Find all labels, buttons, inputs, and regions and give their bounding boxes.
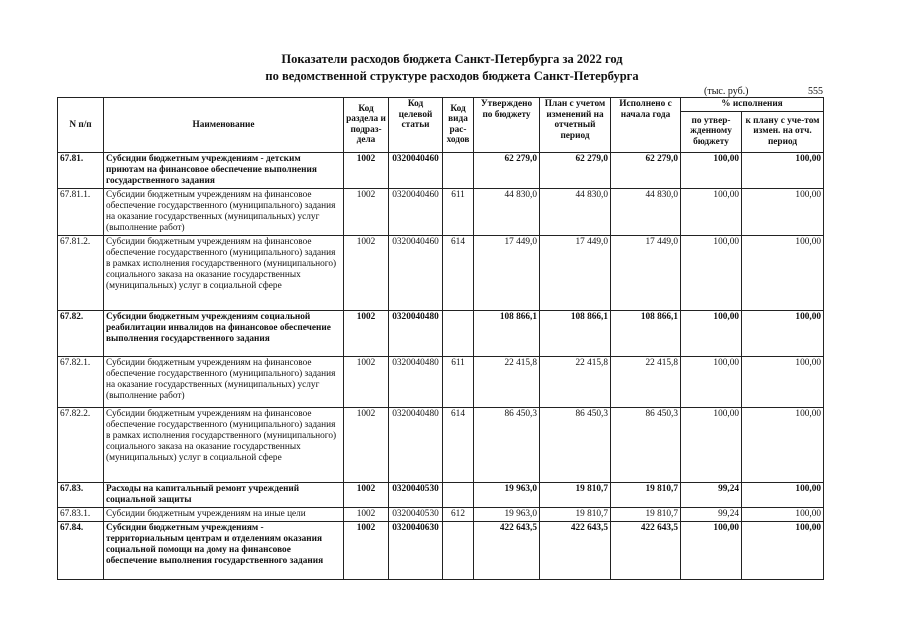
table-row (58, 356, 824, 407)
col-header-target: Код целевой статьи (389, 98, 443, 153)
cell-type (443, 310, 474, 356)
cell-name: Субсидии бюджетным учреждениям на финансовое обеспечение государственного (муниципального) задания на оказание государственных (муниципальных) услуг (выполнение работ) (104, 356, 344, 407)
col-header-section: Код раздела и подраз-дела (344, 98, 389, 153)
budget-table (57, 97, 824, 580)
cell-executed: 62 279,0 (611, 152, 681, 188)
cell-section: 1002 (344, 188, 389, 235)
cell-pct-budget: 100,00 (681, 310, 742, 356)
cell-executed: 86 450,3 (611, 407, 681, 482)
table-row (58, 188, 824, 235)
cell-plan: 19 810,7 (540, 507, 611, 521)
cell-num: 67.84. (58, 521, 104, 579)
cell-target: 0320040460 (389, 188, 443, 235)
table-row (58, 407, 824, 482)
cell-num: 67.82.2. (58, 407, 104, 482)
col-header-name: Наименование (104, 98, 344, 153)
cell-executed: 19 810,7 (611, 507, 681, 521)
cell-name: Субсидии бюджетным учреждениям - детским приютам на финансовое обеспечение выполнения государственного задания (104, 152, 344, 188)
report-title: Показатели расходов бюджета Санкт-Петербурга за 2022 год (281, 52, 623, 66)
cell-approved: 44 830,0 (474, 188, 540, 235)
table-row (58, 152, 824, 188)
cell-name: Расходы на капитальный ремонт учреждений социальной защиты (104, 482, 344, 507)
cell-pct-budget: 100,00 (681, 188, 742, 235)
cell-pct-plan: 100,00 (742, 188, 824, 235)
cell-target: 0320040460 (389, 152, 443, 188)
cell-pct-plan: 100,00 (742, 507, 824, 521)
cell-pct-budget: 100,00 (681, 152, 742, 188)
cell-num: 67.82. (58, 310, 104, 356)
cell-section: 1002 (344, 235, 389, 310)
cell-approved: 19 963,0 (474, 507, 540, 521)
cell-num: 67.81. (58, 152, 104, 188)
cell-approved: 86 450,3 (474, 407, 540, 482)
cell-name: Субсидии бюджетным учреждениям на финансовое обеспечение государственного (муниципального) задания в рамках исполнения государственного (муниципального) социального заказа на оказание государственных (муниципальных) услуг в социальной сфере (104, 235, 344, 310)
cell-section: 1002 (344, 521, 389, 579)
col-header-pct-plan: к плану с уче-том измен. на отч. период (742, 111, 824, 152)
cell-target: 0320040460 (389, 235, 443, 310)
cell-plan: 17 449,0 (540, 235, 611, 310)
col-header-pct-group: % исполнения (681, 98, 824, 112)
units-label: (тыс. руб.) (704, 86, 749, 97)
cell-num: 67.81.2. (58, 235, 104, 310)
cell-pct-budget: 100,00 (681, 235, 742, 310)
cell-type (443, 482, 474, 507)
cell-section: 1002 (344, 482, 389, 507)
cell-name: Субсидии бюджетным учреждениям на иные цели (104, 507, 344, 521)
cell-plan: 422 643,5 (540, 521, 611, 579)
cell-plan: 44 830,0 (540, 188, 611, 235)
cell-pct-plan: 100,00 (742, 407, 824, 482)
cell-type (443, 152, 474, 188)
cell-type (443, 521, 474, 579)
cell-num: 67.83. (58, 482, 104, 507)
cell-pct-plan: 100,00 (742, 482, 824, 507)
cell-name: Субсидии бюджетным учреждениям социальной реабилитации инвалидов на финансовое обеспечение выполнения государственного задания (104, 310, 344, 356)
cell-section: 1002 (344, 310, 389, 356)
cell-type: 611 (443, 188, 474, 235)
cell-pct-budget: 100,00 (681, 356, 742, 407)
cell-pct-budget: 99,24 (681, 507, 742, 521)
cell-target: 0320040480 (389, 310, 443, 356)
cell-approved: 19 963,0 (474, 482, 540, 507)
table-row (58, 507, 824, 521)
cell-section: 1002 (344, 356, 389, 407)
table-row (58, 310, 824, 356)
cell-pct-budget: 99,24 (681, 482, 742, 507)
cell-name: Субсидии бюджетным учреждениям - территориальным центрам и отделениям оказания социальной помощи на дому на финансовое обеспечение выполнения государственного задания (104, 521, 344, 579)
cell-target: 0320040530 (389, 482, 443, 507)
cell-plan: 86 450,3 (540, 407, 611, 482)
col-header-num: N п/п (58, 98, 104, 153)
cell-pct-plan: 100,00 (742, 235, 824, 310)
cell-executed: 17 449,0 (611, 235, 681, 310)
cell-num: 67.82.1. (58, 356, 104, 407)
cell-pct-plan: 100,00 (742, 310, 824, 356)
cell-approved: 17 449,0 (474, 235, 540, 310)
cell-approved: 422 643,5 (474, 521, 540, 579)
cell-pct-plan: 100,00 (742, 521, 824, 579)
cell-num: 67.81.1. (58, 188, 104, 235)
cell-type: 612 (443, 507, 474, 521)
cell-target: 0320040480 (389, 356, 443, 407)
table-row (58, 235, 824, 310)
cell-section: 1002 (344, 507, 389, 521)
table-row (58, 482, 824, 507)
cell-plan: 108 866,1 (540, 310, 611, 356)
cell-section: 1002 (344, 152, 389, 188)
col-header-type: Код вида рас-ходов (443, 98, 474, 153)
col-header-executed: Исполнено с начала года (611, 98, 681, 153)
cell-executed: 108 866,1 (611, 310, 681, 356)
cell-target: 0320040530 (389, 507, 443, 521)
cell-type: 614 (443, 407, 474, 482)
col-header-approved: Утверждено по бюджету (474, 98, 540, 153)
cell-pct-budget: 100,00 (681, 521, 742, 579)
cell-pct-plan: 100,00 (742, 356, 824, 407)
cell-plan: 19 810,7 (540, 482, 611, 507)
cell-approved: 22 415,8 (474, 356, 540, 407)
cell-type: 611 (443, 356, 474, 407)
cell-approved: 62 279,0 (474, 152, 540, 188)
cell-name: Субсидии бюджетным учреждениям на финансовое обеспечение государственного (муниципального) задания на оказание государственных (муниципальных) услуг (выполнение работ) (104, 188, 344, 235)
cell-pct-plan: 100,00 (742, 152, 824, 188)
cell-executed: 22 415,8 (611, 356, 681, 407)
cell-num: 67.83.1. (58, 507, 104, 521)
cell-plan: 22 415,8 (540, 356, 611, 407)
cell-approved: 108 866,1 (474, 310, 540, 356)
cell-executed: 19 810,7 (611, 482, 681, 507)
cell-name: Субсидии бюджетным учреждениям на финансовое обеспечение государственного (муниципального) задания в рамках исполнения государственного (муниципального) социального заказа на оказание государственных (муниципальных) услуг в социальной сфере (104, 407, 344, 482)
table-body (58, 152, 824, 579)
table-header (58, 98, 824, 153)
report-subtitle: по ведомственной структуре расходов бюджета Санкт-Петербурга (265, 69, 639, 83)
cell-target: 0320040630 (389, 521, 443, 579)
page-number: 555 (808, 86, 823, 97)
col-header-plan: План с учетом изменений на отчетный период (540, 98, 611, 153)
cell-executed: 422 643,5 (611, 521, 681, 579)
cell-section: 1002 (344, 407, 389, 482)
cell-target: 0320040480 (389, 407, 443, 482)
col-header-pct-budget: по утвер-жденному бюджету (681, 111, 742, 152)
cell-executed: 44 830,0 (611, 188, 681, 235)
table-row (58, 521, 824, 579)
cell-pct-budget: 100,00 (681, 407, 742, 482)
cell-plan: 62 279,0 (540, 152, 611, 188)
cell-type: 614 (443, 235, 474, 310)
